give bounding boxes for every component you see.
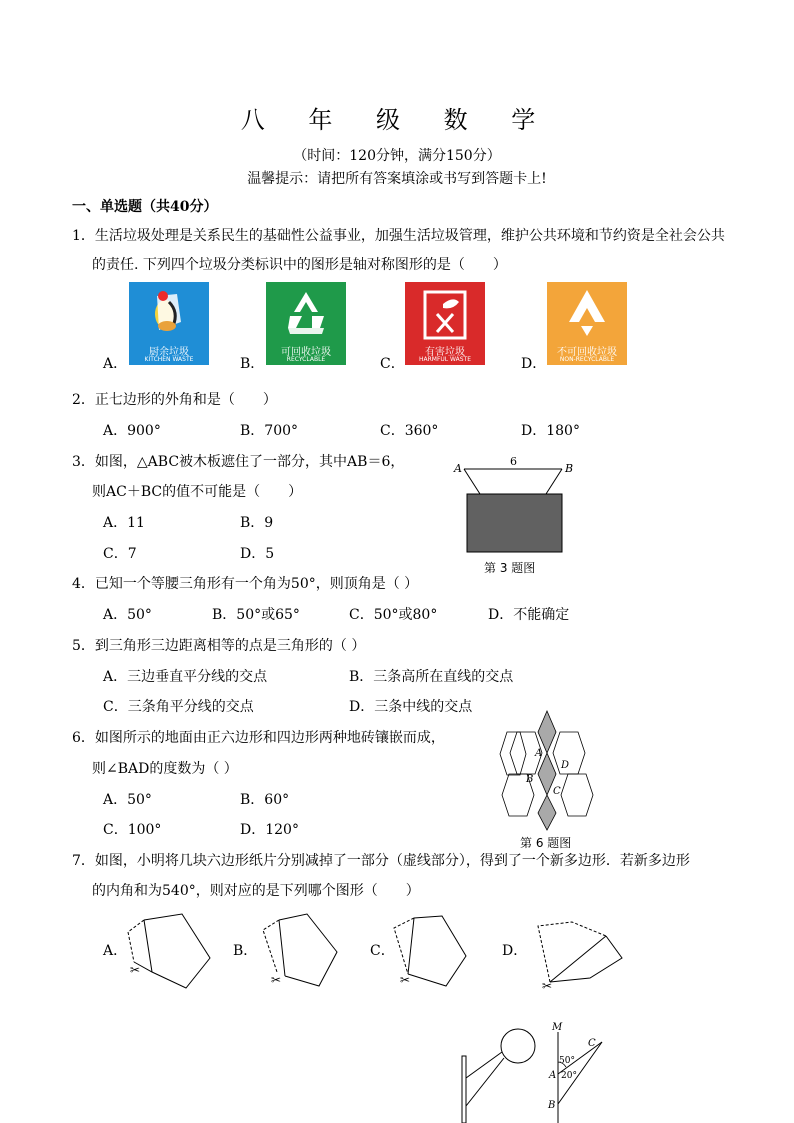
q7-figure-b	[255, 910, 355, 995]
q2-option-c: C．360°	[380, 423, 439, 439]
q1-option-d: D．	[521, 356, 547, 372]
point-c-label: C	[553, 786, 561, 797]
q6-caption: 第 6 题图	[520, 836, 572, 850]
question-5-stem: 5．到三角形三边距离相等的点是三角形的（ ）	[72, 638, 366, 654]
scissors-icon: ✂	[400, 973, 411, 987]
scissors-icon: ✂	[130, 963, 141, 977]
point-b-label: B	[565, 462, 574, 475]
sign-label-en: NON-RECYCLABLE	[559, 356, 615, 363]
question-7-line2: 的内角和为540°，则对应的是下列哪个图形（ ）	[92, 883, 420, 899]
q1-option-b: B．	[240, 356, 265, 372]
q3-option-a: A．11	[103, 515, 145, 531]
point-c-label: C	[588, 1038, 596, 1049]
q2-option-a: A．900°	[103, 423, 161, 439]
scissors-icon: ✂	[271, 973, 282, 987]
q6-option-a: A．50°	[103, 792, 152, 808]
q1-option-a: A．	[103, 356, 128, 372]
board-rect	[467, 494, 562, 552]
question-3-line1: 3．如图，△ABC被木板遮住了一部分，其中AB＝6，	[72, 454, 405, 470]
exam-time: （时间：120分钟，满分150分）	[293, 148, 501, 164]
question-1-line2: 的责任. 下列四个垃圾分类标识中的图形是轴对称图形的是（ ）	[92, 257, 507, 273]
sign-label: 不可回收垃圾	[557, 347, 617, 358]
scissors-icon: ✂	[542, 979, 553, 993]
q7-option-d: D．	[502, 943, 528, 959]
q2-option-d: D．180°	[521, 423, 580, 439]
angle-20-label: 20°	[561, 1071, 577, 1081]
q4-option-c: C．50°或80°	[349, 607, 438, 623]
q6-option-b: B．60°	[240, 792, 290, 808]
q6-option-c: C．100°	[103, 822, 162, 838]
sign-label: 可回收垃圾	[281, 347, 331, 358]
point-a-label: A	[535, 748, 543, 759]
length-label: 6	[510, 455, 517, 468]
q4-option-b: B．50°或65°	[212, 607, 300, 623]
recycle-icon	[266, 282, 346, 342]
question-2-stem: 2．正七边形的外角和是（ ）	[72, 392, 277, 408]
q5-option-b: B．三条高所在直线的交点	[349, 669, 514, 685]
q2-option-b: B．700°	[240, 423, 299, 439]
point-a-label: A	[549, 1070, 557, 1081]
question-4-stem: 4．已知一个等腰三角形有一个角为50°，则顶角是（ ）	[72, 576, 419, 592]
q1-option-c: C．	[380, 356, 405, 372]
section-heading: 一、单选题（共40分）	[72, 199, 218, 215]
kitchen-waste-sign	[129, 282, 209, 365]
sign-label-en: RECYCLABLE	[286, 356, 326, 363]
sign-label-en: KITCHEN WASTE	[144, 356, 194, 363]
question-3-line2: 则AC＋BC的值不可能是（ ）	[92, 484, 303, 500]
q6-option-d: D．120°	[240, 822, 299, 838]
q7-option-a: A．	[103, 943, 128, 959]
harmful-waste-sign	[405, 282, 485, 365]
non-recyclable-icon	[547, 282, 627, 342]
recyclable-sign	[266, 282, 346, 365]
q4-option-a: A．50°	[103, 607, 152, 623]
q5-option-c: C．三条角平分线的交点	[103, 699, 254, 715]
q4-option-d: D．不能确定	[488, 607, 570, 623]
angle-figure	[544, 1018, 614, 1123]
question-6-line1: 6．如图所示的地面由正六边形和四边形两种地砖镶嵌而成，	[72, 730, 445, 746]
question-7-line1: 7．如图，小明将几块六边形纸片分别减掉了一部分（虚线部分），得到了一个新多边形．若新多边形	[72, 853, 690, 869]
q3-option-b: B．9	[240, 515, 274, 531]
sign-label: 有害垃圾	[425, 347, 465, 358]
page-title: 八 年 级 数 学	[240, 106, 554, 134]
q3-figure	[450, 452, 580, 556]
q6-figure	[498, 708, 598, 832]
q3-option-d: D．5	[240, 546, 275, 562]
point-b-label: B	[548, 1100, 556, 1111]
q7-figure-a	[122, 910, 222, 995]
pole-ball-figure	[458, 1026, 540, 1123]
angle-50-label: 50°	[559, 1056, 575, 1066]
q7-figure-c	[386, 910, 486, 995]
q7-option-b: B．	[233, 943, 258, 959]
harmful-waste-icon	[405, 282, 485, 342]
q7-option-c: C．	[370, 943, 395, 959]
non-recyclable-sign	[547, 282, 627, 365]
sign-label: 厨余垃圾	[149, 347, 189, 358]
point-m-label: M	[552, 1022, 563, 1033]
question-6-line2: 则∠BAD的度数为（ ）	[92, 761, 238, 777]
point-d-label: D	[561, 760, 570, 771]
question-1-line1: 1．生活垃圾处理是关系民生的基础性公益事业，加强生活垃圾管理，维护公共环境和节约资是全社会公共	[72, 228, 725, 244]
sign-label-en: HARMFUL WASTE	[418, 356, 472, 363]
q3-option-c: C．7	[103, 546, 137, 562]
q5-option-a: A．三边垂直平分线的交点	[103, 669, 268, 685]
q7-figure-d	[530, 910, 630, 995]
point-a-label: A	[454, 462, 462, 475]
exam-tip: 温馨提示：请把所有答案填涂或书写到答题卡上!	[247, 171, 547, 187]
point-b-label: B	[526, 774, 534, 785]
q3-caption: 第 3 题图	[484, 561, 536, 575]
q5-option-d: D．三条中线的交点	[349, 699, 473, 715]
kitchen-waste-icon	[129, 282, 209, 342]
